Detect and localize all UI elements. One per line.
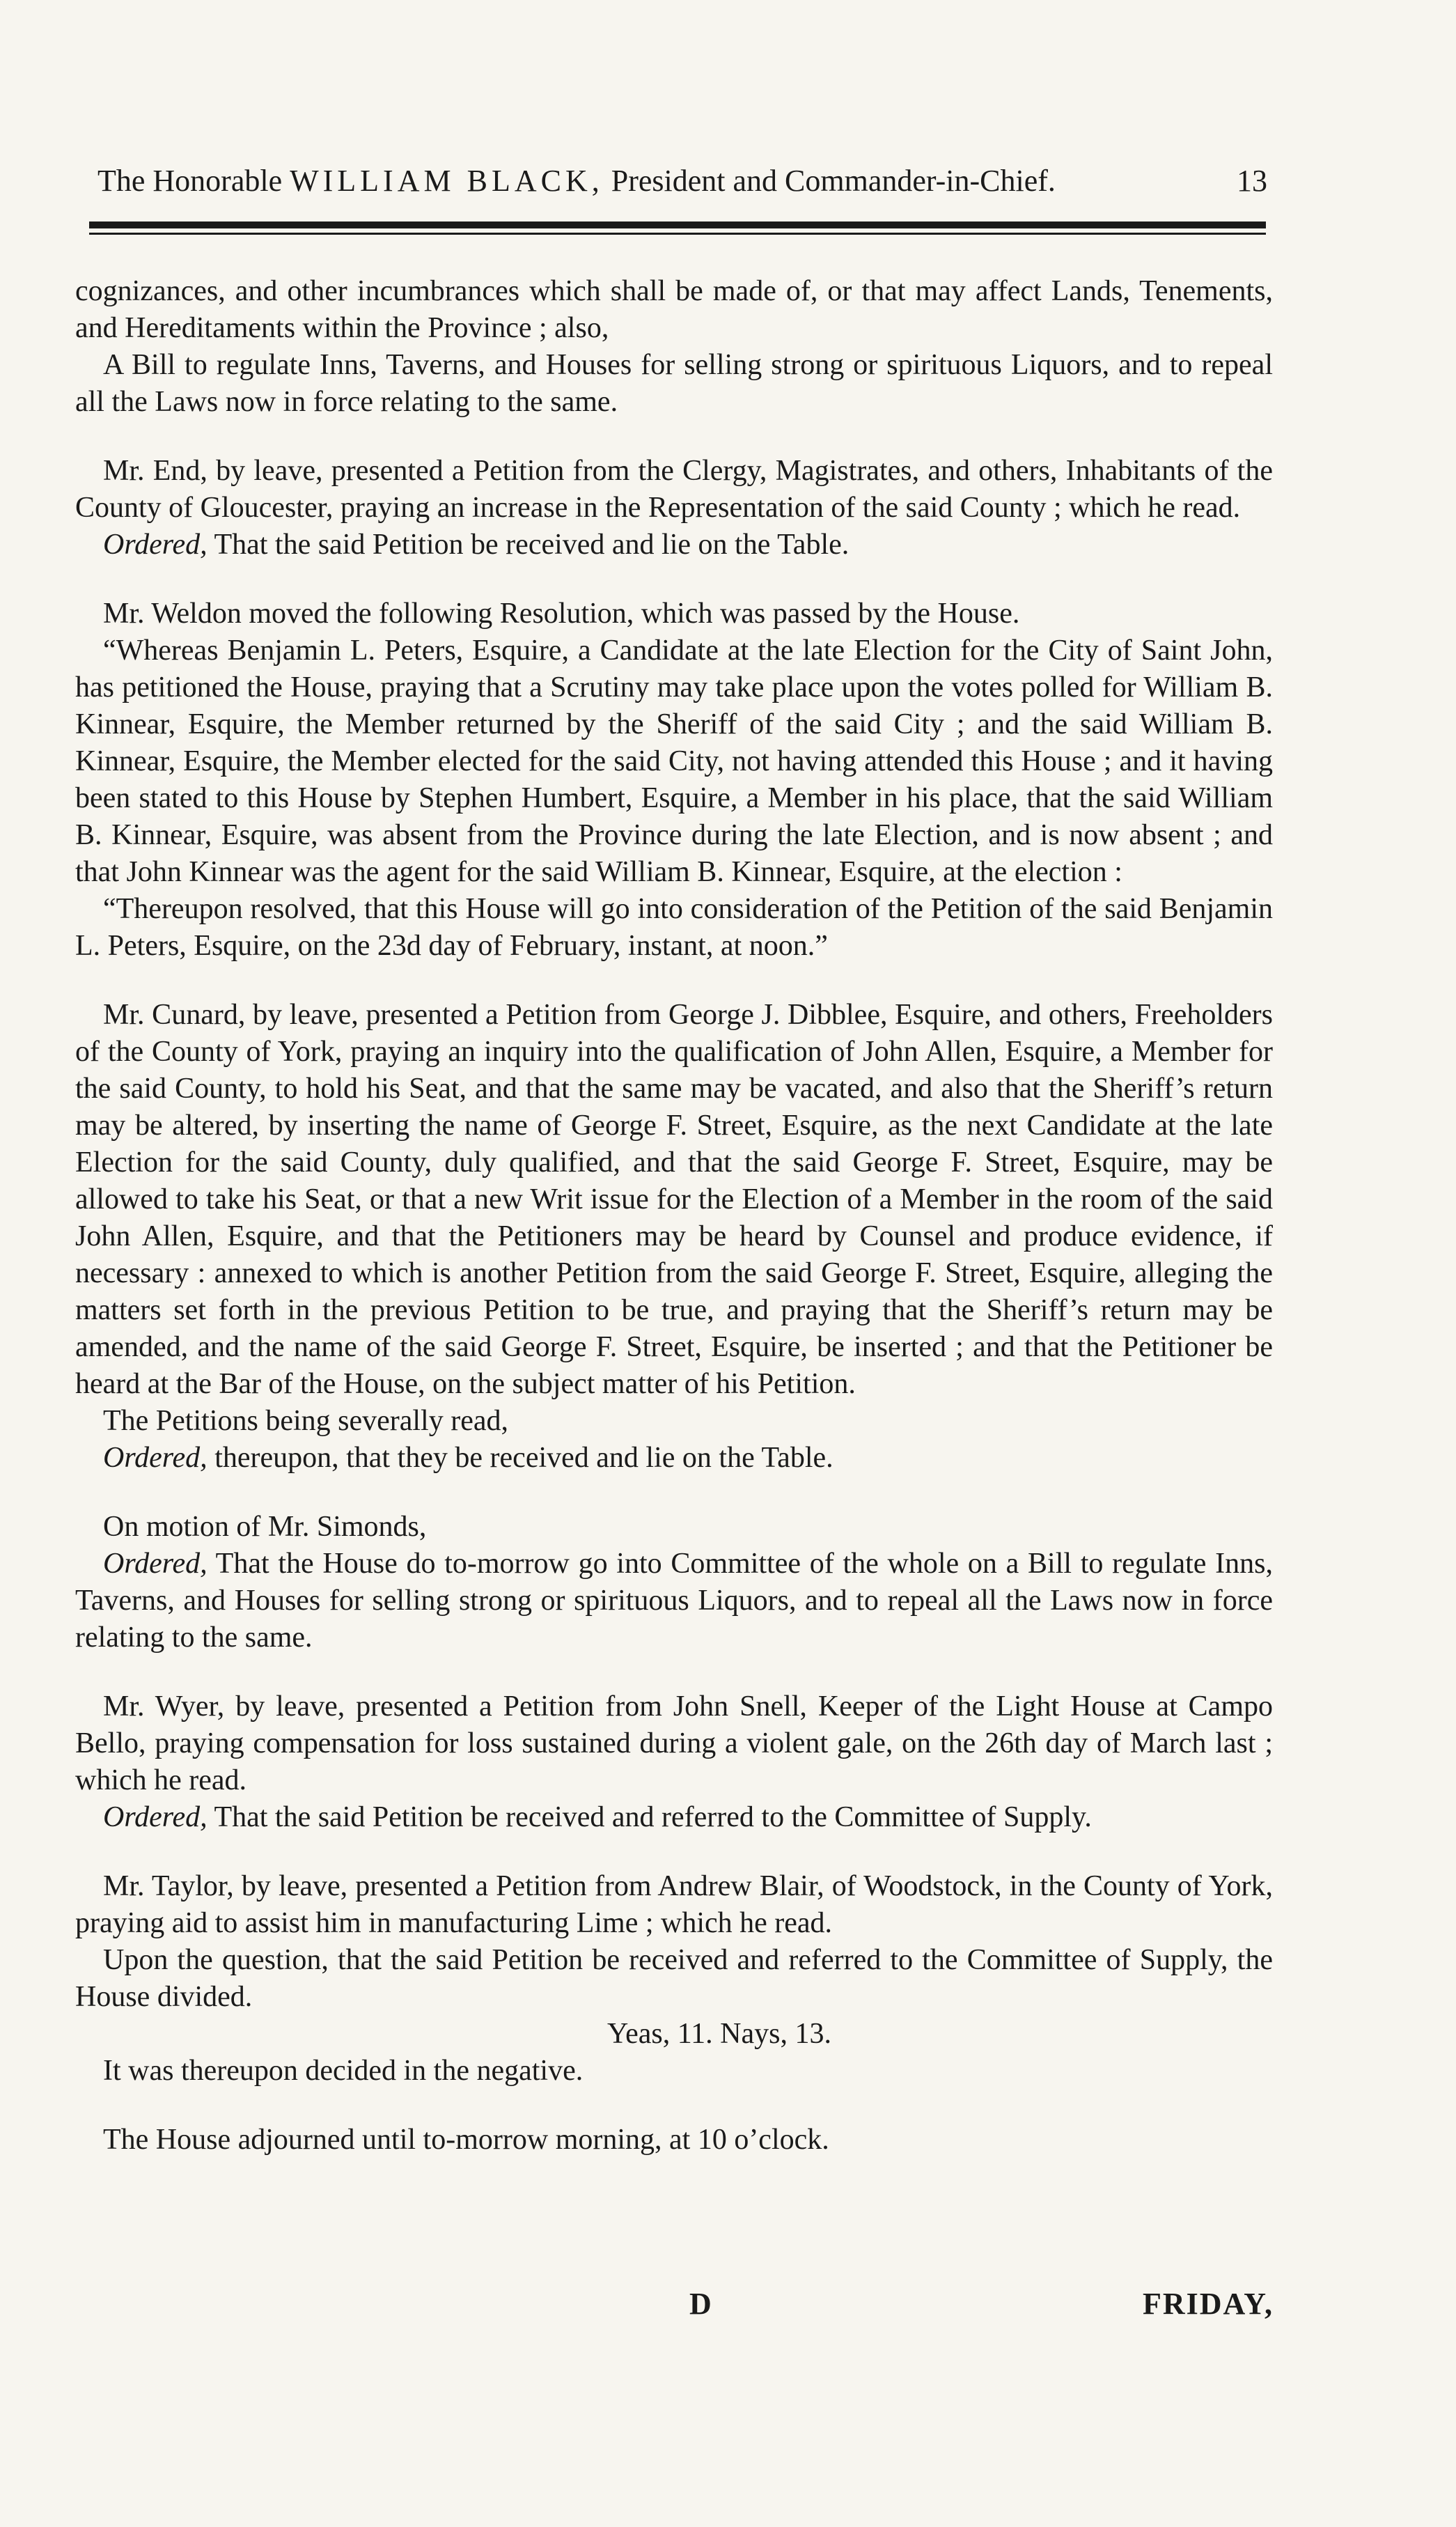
paragraph-10 <box>75 1440 1273 1477</box>
ordered-label: Ordered, <box>103 1801 208 1833</box>
paragraph-16: Upon the question, that the said Petition be received and referred to the Committee of Supply, the House divided. <box>75 1944 1273 2013</box>
paragraph-14-text: That the said Petition be received and referred to the Committee of Supply. <box>214 1801 1092 1833</box>
header-prefix: The Honorable <box>97 164 283 198</box>
paragraph-8: Mr. Cunard, by leave, presented a Petition from George J. Dibblee, Esquire, and others, Freeholders of the County of York, praying an inquiry into the qualification of John Allen, Esquire, a Member for the said County, to hold his Seat, and that the same may be vacated, and also that the Sheriff’s return may be altered, by inserting the name of George F. Street, Esquire, as the next Candidate at the late Election for the said County, duly qualified, and that the said George F. Street, Esquire, may be allowed to take his Seat, or that a new Writ issue for the Election of a Member in the room of the said John Allen, Esquire, and that the Petitioners may be heard by Counsel and produce evidence, if necessary : annexed to which is another Petition from the said George F. Street, Esquire, alleging the matters set forth in the previous Petition to be true, and praying that the Sheriff’s return may be amended, and the name of the said George F. Street, Esquire, be inserted ; and that the Petitioner be heard at the Bar of the House, on the subject matter of his Petition. <box>75 999 1273 1400</box>
paragraph-3: Mr. End, by leave, presented a Petition from the Clergy, Magistrates, and others, Inhabitants of the County of Gloucester, praying an increase in the Representation of the said County ; which he read. <box>75 455 1273 524</box>
paragraph-12 <box>75 1546 1273 1656</box>
paragraph-4-text: That the said Petition be received and lie on the Table. <box>214 529 850 561</box>
signature-mark: D <box>689 2287 712 2321</box>
paragraph-10-text: thereupon, that they be received and lie on the Table. <box>214 1442 833 1474</box>
paragraph-18: It was thereupon decided in the negative. <box>103 2055 584 2087</box>
paragraph-7: “Thereupon resolved, that this House will go into consideration of the Petition of the said Benjamin L. Peters, Esquire, on the 23d day of February, instant, at noon.” <box>75 893 1273 962</box>
paragraph-5: Mr. Weldon moved the following Resolution, which was passed by the House. <box>103 598 1020 630</box>
ordered-label: Ordered, <box>103 1442 208 1474</box>
ordered-label: Ordered, <box>103 529 208 561</box>
running-header <box>97 162 1267 201</box>
catchword: FRIDAY, <box>1142 2287 1274 2321</box>
paragraph-11: On motion of Mr. Simonds, <box>103 1511 427 1543</box>
paragraph-14 <box>75 1799 1273 1836</box>
ordered-label: Ordered, <box>103 1548 208 1580</box>
page-number: 13 <box>1237 164 1267 198</box>
paragraph-9: The Petitions being severally read, <box>103 1405 508 1437</box>
paragraph-12-text: That the House do to-morrow go into Committee of the whole on a Bill to regulate Inns, Taverns, and Houses for selling strong or spirituous Liquors, and to repeal all the Laws now in force relating to the same. <box>75 1548 1273 1654</box>
vote-tally: Yeas, 11. Nays, 13. <box>606 2018 831 2050</box>
paragraph-2: A Bill to regulate Inns, Taverns, and Houses for selling strong or spirituous Liquors, and to repeal all the Laws now in force relating to the same. <box>75 349 1273 418</box>
header-rule-thick <box>89 221 1266 228</box>
paragraph-19: The House adjourned until to-morrow morning, at 10 o’clock. <box>103 2124 829 2156</box>
paragraph-4 <box>75 527 1273 563</box>
page-body <box>75 273 1273 2159</box>
paragraph-15: Mr. Taylor, by leave, presented a Petition from Andrew Blair, of Woodstock, in the County of York, praying aid to assist him in manufacturing Lime ; which he read. <box>75 1870 1273 1939</box>
header-suffix: President and Commander-in-Chief. <box>611 164 1056 198</box>
header-rule-thin <box>89 233 1266 235</box>
paragraph-6: “Whereas Benjamin L. Peters, Esquire, a Candidate at the late Election for the City of Saint John, has petitioned the House, praying that a Scrutiny may take place upon the votes polled for William B. Kinnear, Esquire, the Member returned by the Sheriff of the said City ; and the said William B. Kinnear, Esquire, the Member elected for the said City, not having attended this House ; and it having been stated to this House by Stephen Humbert, Esquire, a Member in his place, that the said William B. Kinnear, Esquire, was absent from the Province during the late Election, and is now absent ; and that John Kinnear was the agent for the said William B. Kinnear, Esquire, at the election : <box>75 635 1273 888</box>
header-name: WILLIAM BLACK, <box>290 164 604 198</box>
paragraph-1: cognizances, and other incumbrances which shall be made of, or that may affect Lands, Tenements, and Hereditaments within the Province ; also, <box>75 275 1273 344</box>
paragraph-13: Mr. Wyer, by leave, presented a Petition from John Snell, Keeper of the Light House at Campo Bello, praying compensation for loss sustained during a violent gale, on the 26th day of March last ; which he read. <box>75 1690 1273 1796</box>
